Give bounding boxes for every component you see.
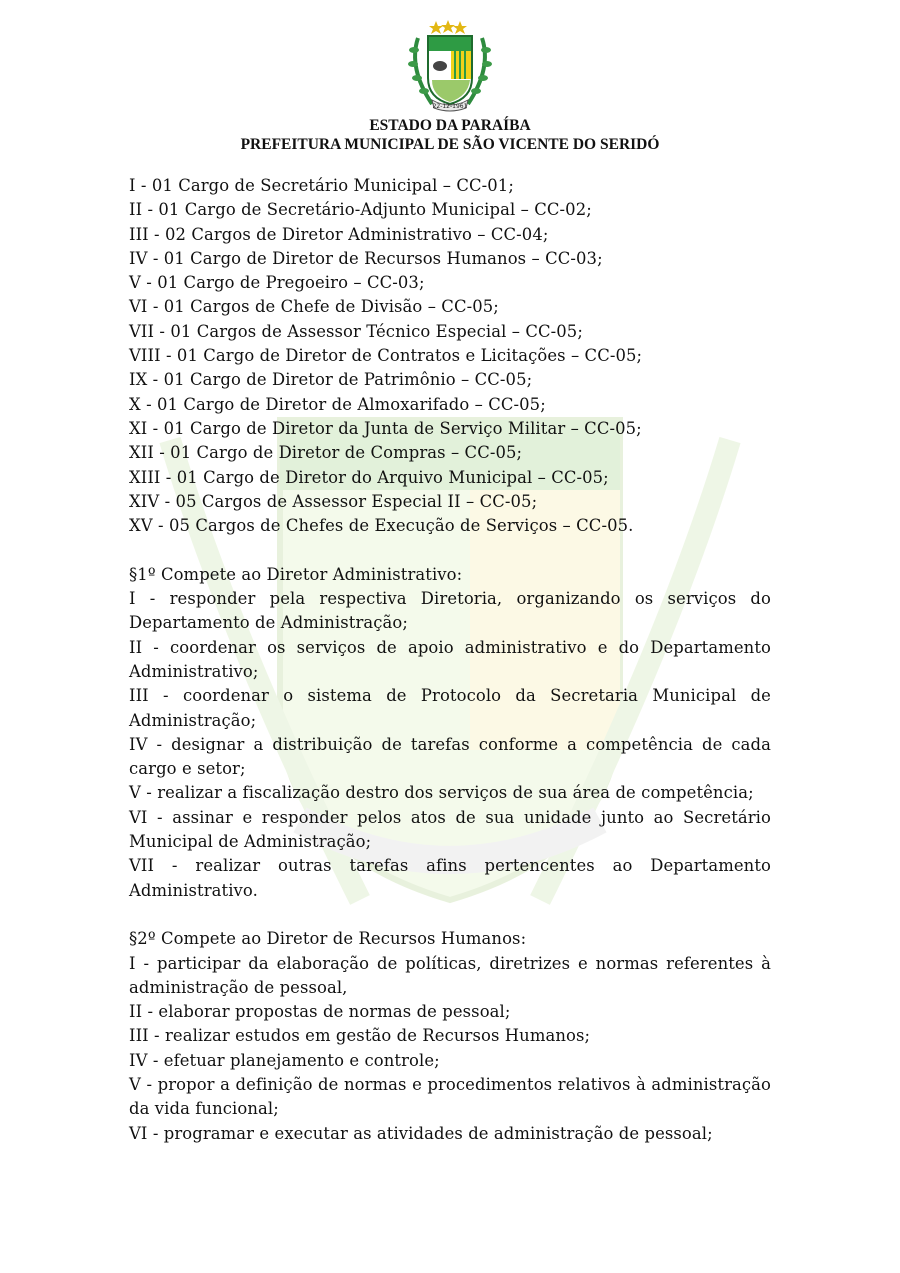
cargo-item: IX - 01 Cargo de Diretor de Patrimônio – CC-05; xyxy=(129,370,533,390)
cargo-item: II - 01 Cargo de Secretário-Adjunto Municipal – CC-02; xyxy=(129,200,592,220)
cargos-list xyxy=(129,174,771,538)
cargo-item: XII - 01 Cargo de Diretor de Compras – CC-05; xyxy=(129,443,523,463)
section-item: V - realizar a fiscalização destro dos serviços de sua área de competência; xyxy=(129,783,754,803)
section-item: II - coordenar os serviços de apoio administrativo e do Departamento Administrativo; xyxy=(129,637,771,681)
section-item: VI - assinar e responder pelos atos de sua unidade junto ao Secretário Municipal de Administração; xyxy=(129,807,771,852)
cargo-item: XIV - 05 Cargos de Assessor Especial II – CC-05; xyxy=(129,491,538,511)
section-item: IV - efetuar planejamento e controle; xyxy=(129,1050,440,1070)
section-item: IV - designar a distribuição de tarefas conforme a competência de cada cargo e setor; xyxy=(129,734,771,779)
cargo-item: XIII - 01 Cargo de Diretor do Arquivo Municipal – CC-05; xyxy=(129,467,609,487)
section-item: III - coordenar o sistema de Protocolo da Secretaria Municipal de Administração; xyxy=(129,686,771,730)
cargo-item: XV - 05 Cargos de Chefes de Execução de Serviços – CC-05. xyxy=(129,516,634,536)
prefecture-heading: PREFEITURA MUNICIPAL DE SÃO VICENTE DO SERIDÓ xyxy=(240,136,660,153)
section-heading: §1º Compete ao Diretor Administrativo: xyxy=(129,564,463,584)
cargo-item: VII - 01 Cargos de Assessor Técnico Especial – CC-05; xyxy=(129,321,583,341)
cargo-item: VI - 01 Cargos de Chefe de Divisão – CC-05; xyxy=(129,297,499,317)
coat-of-arms-icon xyxy=(398,18,502,114)
section-item: VII - realizar outras tarefas afins pertencentes ao Departamento Administrativo. xyxy=(129,856,771,900)
cargo-item: I - 01 Cargo de Secretário Municipal – CC-01; xyxy=(129,176,514,195)
cargo-item: III - 02 Cargos de Diretor Administrativo – CC-04; xyxy=(129,224,549,244)
cargo-item: VIII - 01 Cargo de Diretor de Contratos e Licitações – CC-05; xyxy=(129,346,643,366)
section-item: I - responder pela respectiva Diretoria, organizando os serviços do Departamento de Administração; xyxy=(129,589,771,633)
document-body xyxy=(129,174,771,1146)
cargo-item: X - 01 Cargo de Diretor de Almoxarifado – CC-05; xyxy=(129,394,546,414)
section-item: VI - programar e executar as atividades de administração de pessoal; xyxy=(129,1123,713,1143)
section-item: II - elaborar propostas de normas de pessoal; xyxy=(129,1002,511,1022)
document-header xyxy=(0,18,900,154)
state-heading: ESTADO DA PARAÍBA xyxy=(369,117,531,134)
section-heading: §2º Compete ao Diretor de Recursos Humanos: xyxy=(129,929,527,949)
cargo-item: IV - 01 Cargo de Diretor de Recursos Humanos – CC-03; xyxy=(129,248,603,268)
cargo-item: XI - 01 Cargo de Diretor da Junta de Serviço Militar – CC-05; xyxy=(129,418,642,438)
section-diretor-recursos-humanos xyxy=(129,927,771,1146)
section-item: I - participar da elaboração de políticas, diretrizes e normas referentes à administração de pessoal, xyxy=(129,953,771,997)
cargo-item: V - 01 Cargo de Pregoeiro – CC-03; xyxy=(129,273,425,293)
seal-date: 22-12-1961 xyxy=(432,103,468,110)
section-diretor-administrativo xyxy=(129,563,771,903)
section-item: V - propor a definição de normas e procedimentos relativos à administração da vida funcional; xyxy=(129,1074,771,1119)
section-item: III - realizar estudos em gestão de Recursos Humanos; xyxy=(129,1026,591,1046)
